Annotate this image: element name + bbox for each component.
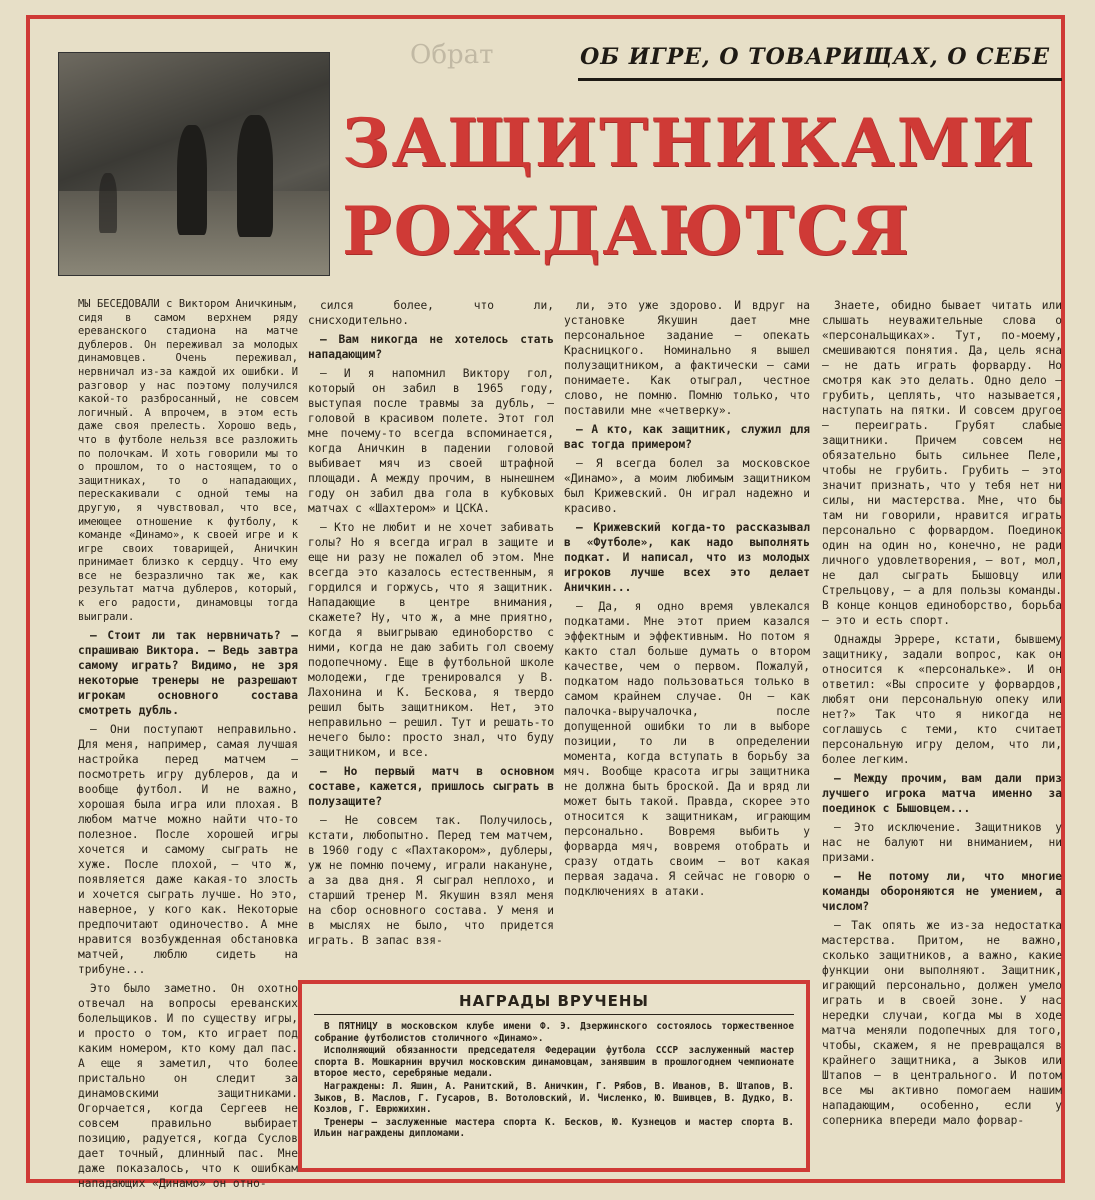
column-4-question-1: — Между прочим, вам дали приз лучшего игрока матча именно за поединок с Бышовцем... — [822, 772, 1062, 815]
column-4-paragraph-4: — Так опять же из-за недостатка мастерства. Притом, не важно, сколько защитников, а важно, какие функции они выполняют. Защитник, играющий персонально, должен умело играть и в своей зоне. У нас нередки случаи, когда мы в ходе матча меняли подопечных для того, чтобы, скажем, я не превращался в крайнего защитника, а Зыков или Штапов — в центрального. И потом все мы активно помогаем нашим нападающим, особенно, если у соперника впереди мало форвар- — [822, 919, 1062, 1127]
column-2-question-1: — Вам никогда не хотелось стать нападающим? — [308, 333, 554, 361]
kicker-text: ОБ ИГРЕ, О ТОВАРИЩАХ, О СЕБЕ — [580, 44, 1050, 70]
awards-title: НАГРАДЫ ВРУЧЕНЫ — [314, 992, 794, 1015]
column-2-question-2: — Но первый матч в основном составе, кажется, пришлось сыграть в полузащите? — [308, 765, 554, 808]
article-column-3 — [564, 298, 810, 970]
awards-paragraph-3: Награждены: Л. Яшин, А. Ранитский, В. Аничкин, Г. Рябов, В. Иванов, В. Штапов, В. Зыков, В. Маслов, Г. Гусаров, В. Вотоловский, И. Численко, Ю. Вшивцев, В. Дудко, В. Козлов, Г. Еврюжихин. — [314, 1080, 794, 1116]
column-1-paragraph-2: — Стоит ли так нервничать? — спрашиваю Виктора. — Ведь завтра самому играть? Видимо, не зря некоторые тренеры не разрешают игрокам основного состава смотреть дубль. — [78, 629, 298, 718]
article-kicker — [578, 42, 1062, 81]
awards-box — [298, 980, 810, 1172]
article-column-4 — [822, 298, 1062, 1178]
headline-line-1: ЗАЩИТНИКАМИ — [342, 104, 1037, 182]
awards-paragraph-2: Исполняющий обязанности председателя Федерации футбола СССР заслуженный мастер спорта В. Мошкарнин вручил московским динамовцам, занявшим в прошлогоднем чемпионате второе место, серебряные медали. — [314, 1045, 794, 1080]
article-column-1 — [78, 298, 298, 1191]
column-1-paragraph-1: МЫ БЕСЕДОВАЛИ с Виктором Аничкиным, сидя в самом верхнем ряду ереванского стадиона на матче дублеров. Он переживал за молодых динамовцев. Очень переживал, нервничал из-за каждой их ошибки. И разговор у нас поэтому получился какой-то разбросанный, не совсем логичный. А впрочем, в этом есть даже своя прелесть. Хорошо ведь, что в футболе нельзя все разложить по полочкам. И хоть говорили мы то о прошлом, то о настоящем, то о защитниках, то о нападающих, перескакивали с одной темы на другую, я чувствовал, что все, имеющее отношение к футболу, к команде «Динамо», к своей игре и к игре своих товарищей, Аничкин принимает близко к сердцу. Что ему все не безразлично так же, как результат матча дублеров, который, к его радости, динамовцы тогда выиграли. — [78, 298, 298, 623]
column-3-question-1: — А кто, как защитник, служил для вас тогда примером? — [564, 423, 810, 451]
adjacent-column-fragment — [1068, 20, 1095, 1180]
column-4-question-2: — Не потому ли, что многие команды обороняются не умением, а числом? — [822, 870, 1062, 913]
photo-figure-right — [237, 115, 273, 237]
column-4-paragraph-2: Однажды Эррере, кстати, бывшему защитнику, задали вопрос, как он относится к «персональке». И он ответил: «Вы спросите у форвардов, любят они персональную опеку или нет?» Так что я никогда не соглашусь с теми, кто считает персональную игру делом, что ли, более легким. — [822, 633, 1062, 766]
bleed-through-text: Обрат — [410, 40, 494, 70]
column-2-paragraph-1: сился более, что ли, снисходительно. — [308, 299, 554, 327]
headline-line-2: РОЖДАЮТСЯ — [342, 192, 911, 270]
column-3-paragraph-2: — Я всегда болел за московское «Динамо», а моим любимым защитником был Крижевский. Он играл надежно и красиво. — [564, 457, 810, 515]
awards-body — [314, 1021, 794, 1159]
column-2-paragraph-4: — Не совсем так. Получилось, кстати, любопытно. Перед тем матчем, в 1960 году с «Пахтакором», дублеры, уж не помню почему, играли накануне, а за два дня. Я сыграл неплохо, и старший тренер М. Якушин взял меня на сбор основного состава. У меня и в мыслях не было, что придется играть. В запас взя- — [308, 814, 554, 947]
photo-figure-back — [99, 173, 117, 233]
column-3-question-2: — Крижевский когда-то рассказывал в «Футболе», как надо выполнять подкат. И написал, что из молодых игроков лучше всех это делает Аничкин... — [564, 521, 810, 594]
column-1-paragraph-4: Это было заметно. Он охотно отвечал на вопросы ереванских болельщиков. И по существу игры, и просто о том, кто играет под каким номером, кто кому дал пас. А еще я заметил, что более пристально он следит за динамовскими защитниками. Огорчается, когда Сергеев не совсем правильно выбирает позицию, радуется, когда Суслов дает точный, длинный пас. Мне даже показалось, что к ошибкам нападающих «Динамо» он отно- — [78, 982, 298, 1191]
article-column-2 — [308, 298, 554, 970]
photo-figure-left — [177, 125, 207, 235]
column-1-paragraph-3: — Они поступают неправильно. Для меня, например, самая лучшая настройка перед матчем — посмотреть игру дублеров, да и вообще футбол. И не важно, хорошая была игра или плохая. В любом матче можно найти что-то полезное. После хорошей игры хочется и самому сыграть не хуже. После плохой, — что ж, появляется даже какая-то злость и хочется сыграть лучше. Но это, наверное, у кого как. Некоторые предпочитают одиночество. А мне нравится возбужденная обстановка матчей, люблю сидеть на трибуне... — [78, 723, 298, 977]
awards-paragraph-1: В ПЯТНИЦУ в московском клубе имени Ф. Э. Дзержинского состоялось торжественное собрание футболистов столичного «Динамо». — [314, 1021, 794, 1044]
column-4-paragraph-3: — Это исключение. Защитников у нас не балуют ни вниманием, ни призами. — [822, 821, 1062, 864]
column-2-paragraph-2: — И я напомнил Виктору гол, который он забил в 1965 году, выступая после травмы за дубль, — головой в красивом полете. Этот гол мне почему-то всегда вспоминается, когда Аничкин в падении головой выбивает мяч из своей штрафной площади. А между прочим, в нынешнем году он забил два гола в кубковых матчах с «Шахтером» и ЦСКА. — [308, 367, 554, 515]
column-3-paragraph-3: — Да, я одно время увлекался подкатами. Мне этот прием казался эффектным и эффективным. Но потом я както стал больше думать о втором качестве, чем о первом. Пожалуй, подкатом надо пользоваться только в самом крайнем случае. Он — как палочка-выручалочка, после допущенной ошибки то ли в выборе позиции, то ли в определении момента, когда вступать в борьбу за мяч. Вообще красота игры защитника не должна быть броской. Да и вряд ли может быть такой. Правда, скорее это относится к защитникам, играющим персонально. Вовремя выбить у форварда мяч, вовремя отобрать и сразу отдать своим — вот какая первая задача. Я сейчас не говорю о подключениях в атаки. — [564, 600, 810, 898]
column-2-paragraph-3: — Кто не любит и не хочет забивать голы? Но я всегда играл в защите и еще ни разу не пожалел об этом. Мне всегда это казалось естественным, я гордился и горжусь, что я защитник. Нападающие в центре внимания, скажете? Ну, что ж, а мне приятно, когда я выигрываю единоборство с ними, когда не даю забить гол своему подопечному. Еще в футбольной школе молодежи, где тренировался у В. Лахонина и К. Бескова, я твердо решил быть защитником. Нет, это неправильно — решил. Тут и решать-то нечего было: просто знал, что буду защитником, и все. — [308, 521, 554, 759]
awards-paragraph-4: Тренеры — заслуженные мастера спорта К. Бесков, Ю. Кузнецов и мастер спорта В. Ильин награждены дипломами. — [314, 1116, 794, 1140]
article-photo — [58, 52, 330, 276]
column-3-paragraph-1: ли, это уже здорово. И вдруг на установке Якушин дает мне персональное задание — опекать Красницкого. Номинально я вышел полузащитником, а фактически — сами понимаете. Как отыграл, честное слово, не помню. Помню только, что поставили мне «четверку». — [564, 299, 810, 417]
column-4-paragraph-1: Знаете, обидно бывает читать или слышать неуважительные слова о «персональщиках». Тут, по-моему, смешиваются понятия. Да, цель ясна — не дать играть форварду. Но смотря как это делать. Одно дело — грубить, цеплять, что называется, наступать на пятки. И совсем другое — переиграть. Грубят слабые защитники. Причем совсем не обязательно быть сильнее Пеле, чтобы не грубить. Грубить — это значит признать, что у тебя нет ни силы, ни мастерства. Мне, что бы там ни говорили, нравится играть персонально с форвардом. Поединок один на один но, конечно, не ради личного удовлетворения, — вот, мол, не дал сыграть Бышовцу или Стрельцову, — а для пользы команды. В конце концов единоборство, борьба — это и есть спорт. — [822, 299, 1062, 627]
